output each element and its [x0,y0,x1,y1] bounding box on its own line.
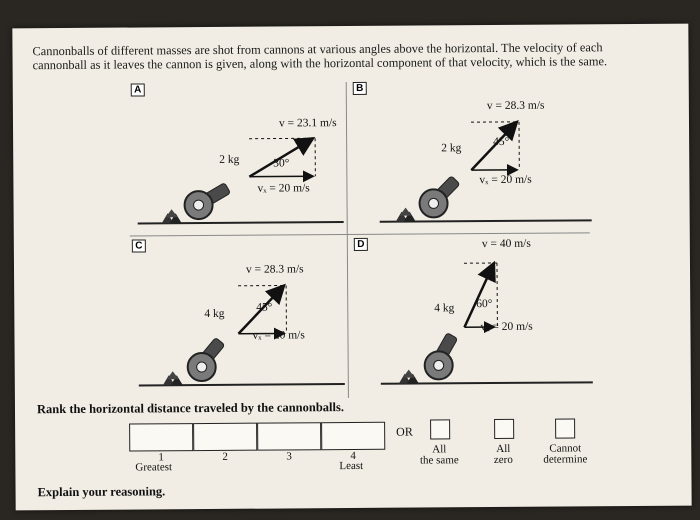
panel-b-vx: vₓ = 20 m/s [479,173,532,187]
panel-d-mass: 4 kg [434,302,455,315]
all-same-label-line-1: All [432,443,447,456]
panel-a-mass: 2 kg [219,153,240,166]
all-zero-label [481,444,525,466]
worksheet-page [12,24,691,511]
rank-number-4: 4 [350,449,356,463]
all-zero-label-line-2: zero [493,453,513,467]
panel-c-diagram [138,263,345,385]
panel-label-a: A [131,83,145,96]
or-label: OR [396,424,413,439]
panel-b-diagram [379,99,592,221]
ranking-question: Rank the horizontal distance traveled by the cannonballs. [36,400,344,417]
panel-b-angle: 45° [493,135,510,149]
panel-c-mass: 4 kg [204,307,225,321]
panel-label-c: C [132,239,146,252]
panel-a-diagram [137,117,344,223]
all-same-label [413,444,465,466]
problem-statement-line-1: Cannonballs of different masses are shot from cannons at various angles above the horizontal. The velocity of each [32,40,603,59]
all-zero-checkbox[interactable] [494,419,514,439]
explain-reasoning-label: Explain your reasoning. [37,484,166,500]
rank-number-1: 1 [158,451,164,464]
problem-statement-line-2: cannonball as it leaves the cannon is given, along with the horizontal component of that velocity, which is the same. [32,54,608,73]
panel-label-b: B [353,82,367,95]
panel-c-velocity: v = 28.3 m/s [245,263,304,276]
least-label: Least [339,459,364,473]
cannot-determine-label-line-2: determine [543,453,588,466]
cannot-determine-label-line-1: Cannot [549,442,582,455]
greatest-label: Greatest [135,461,173,474]
panel-a-velocity: v = 23.1 m/s [278,117,337,130]
all-same-checkbox[interactable] [430,419,450,439]
all-same-label-line-2: the same [419,454,459,467]
panel-b-mass: 2 kg [441,142,462,155]
rank-box-2[interactable] [193,423,257,451]
cannot-determine-label [535,443,595,465]
rank-number-3: 3 [286,450,292,463]
panel-a-angle: 30° [273,157,290,170]
all-zero-label-line-1: All [496,442,511,455]
cannot-determine-checkbox[interactable] [555,418,575,438]
panel-d-angle: 60° [476,298,493,311]
panel-label-d: D [354,238,368,251]
rank-box-1[interactable] [129,423,193,451]
rank-box-4[interactable] [321,422,385,450]
panel-b-velocity: v = 28.3 m/s [486,99,545,113]
panel-d-velocity: v = 40 m/s [481,237,531,251]
rank-box-3[interactable] [257,422,321,450]
panel-c-vx: vₓ = 20 m/s [252,329,305,342]
panel-d-vx: vₓ = 20 m/s [480,320,533,334]
rank-number-2: 2 [222,450,228,463]
panel-d-diagram [380,237,593,383]
panel-a-vx: vₓ = 20 m/s [257,182,310,195]
panel-c-angle: 45° [256,301,273,314]
